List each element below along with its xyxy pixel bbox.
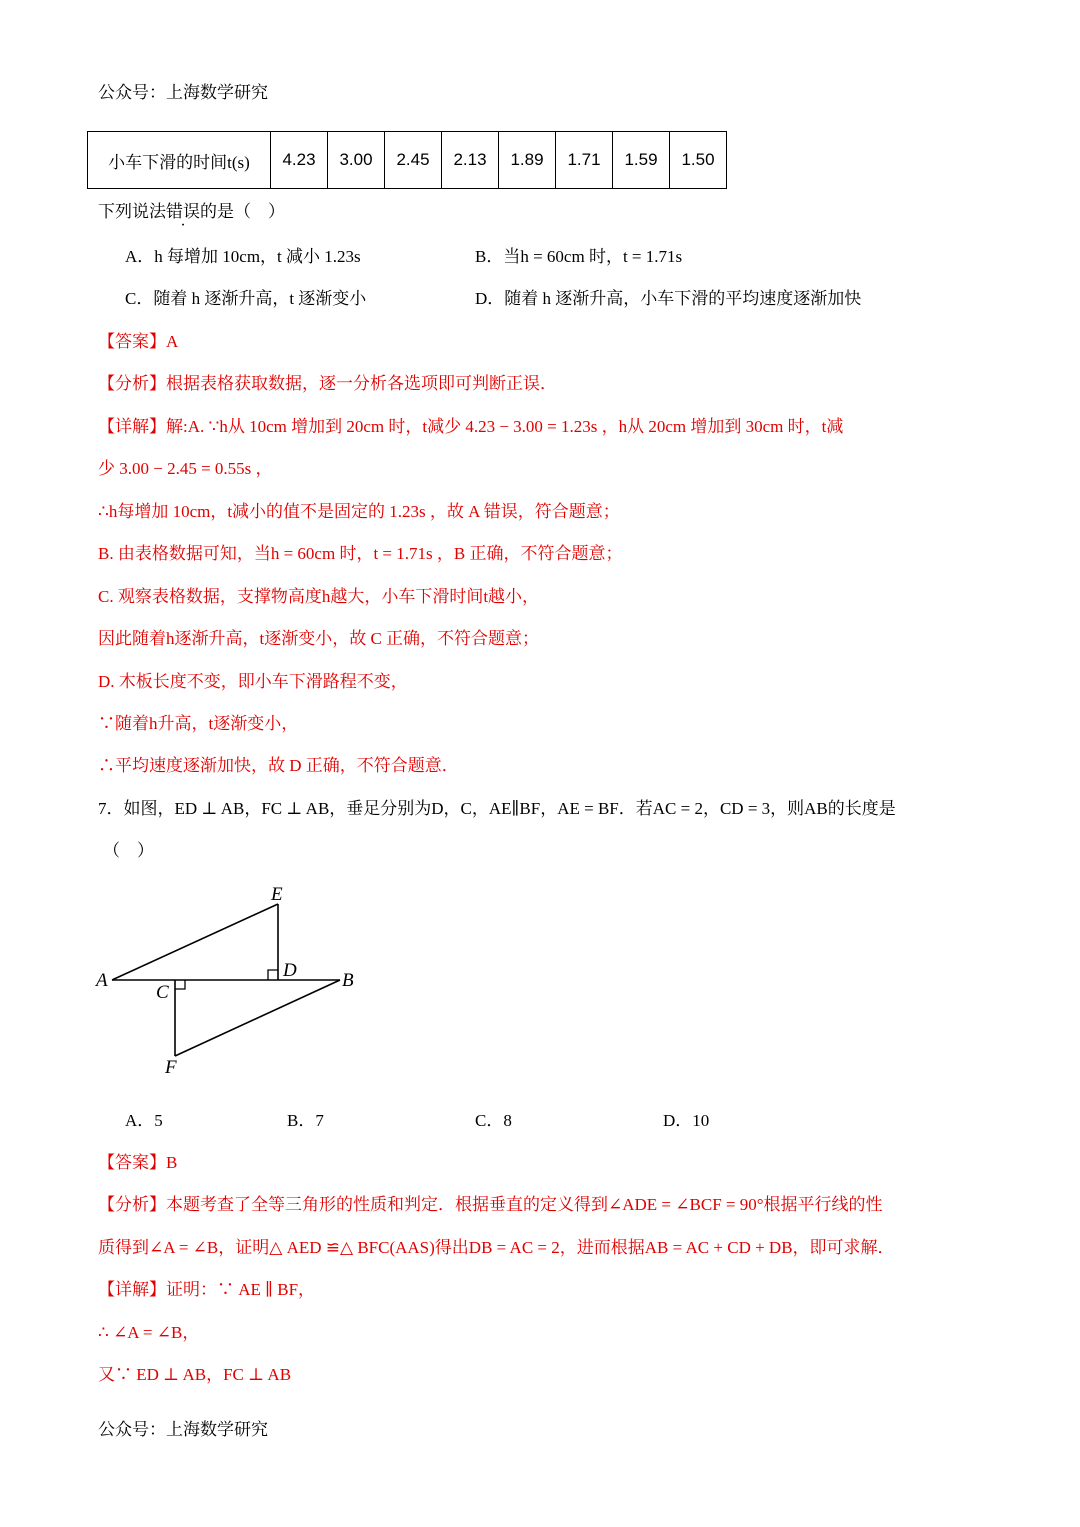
table-cell: 2.13 [442, 132, 499, 189]
table-cell: 3.00 [328, 132, 385, 189]
data-table [87, 131, 727, 189]
detail-line: 少 3.00 − 2.45 = 0.55s ， [98, 459, 273, 478]
detail-line: 【详解】证明：∵ AE ∥ BF， [98, 1280, 316, 1299]
detail-line: 【详解】解:A. ∵h从 10cm 增加到 20cm 时，t减少 4.23 − 3.00 = 1.23s ，h从 20cm 增加到 30cm 时，t减 [98, 417, 844, 436]
point-label-a: A [96, 970, 108, 991]
option-d: D．随着 h 逐渐升高，小车下滑的平均速度逐渐加快 [475, 289, 862, 308]
geometry-figure [90, 875, 370, 1085]
table-cell: 1.59 [613, 132, 670, 189]
detail-line: B. 由表格数据可知，当h = 60cm 时，t = 1.71s ，B 正确，不符合题意； [98, 544, 623, 563]
analysis-text: 质得到∠A = ∠B，证明△ AED ≌△ BFC(AAS)得出DB = AC = 2，进而根据AB = AC + CD + DB，即可求解． [98, 1238, 895, 1257]
detail-line: ∴平均速度逐渐加快，故 D 正确，不符合题意． [98, 756, 459, 775]
option-c: C．8 [475, 1111, 512, 1130]
answer-label: 【答案】B [98, 1153, 178, 1172]
table-cell: 2.45 [385, 132, 442, 189]
option-d: D．10 [663, 1111, 710, 1130]
point-label-f: F [165, 1057, 177, 1078]
right-angle-mark-c [175, 980, 185, 989]
option-c: C．随着 h 逐渐升高，t 逐渐变小 [125, 289, 367, 308]
table-cell: 1.50 [670, 132, 727, 189]
analysis-text: 【分析】本题考查了全等三角形的性质和判定．根据垂直的定义得到∠ADE = ∠BCF = 90°根据平行线的性 [98, 1195, 883, 1214]
answer-label: 【答案】A [98, 332, 179, 351]
detail-line: ∴ ∠A = ∠B， [98, 1323, 200, 1342]
point-label-e: E [271, 884, 283, 905]
right-angle-mark-d [268, 970, 278, 980]
option-a: A．h 每增加 10cm，t 减小 1.23s [125, 247, 361, 266]
option-b: B．当h = 60cm 时，t = 1.71s [475, 247, 683, 266]
page-footer: 公众号：上海数学研究 [98, 1420, 268, 1439]
prompt-text: 的是（ ） [200, 202, 285, 221]
point-label-c: C [156, 982, 169, 1003]
option-b: B．7 [287, 1111, 324, 1130]
point-label-b: B [342, 970, 354, 991]
point-label-d: D [283, 960, 297, 981]
table-cell: 4.23 [271, 132, 328, 189]
detail-line: ∵随着h升高，t逐渐变小， [98, 714, 299, 733]
table-cell: 1.71 [556, 132, 613, 189]
table-header-cell: 小车下滑的时间t(s) [88, 132, 271, 189]
detail-line: 又∵ ED ⊥ AB，FC ⊥ AB [98, 1365, 292, 1384]
segment-ae [112, 904, 278, 980]
prompt-emphasis: 错误 [166, 202, 200, 221]
option-a: A．5 [125, 1111, 163, 1130]
page-header: 公众号：上海数学研究 [98, 83, 268, 102]
detail-line: 因此随着h逐渐升高，t逐渐变小，故 C 正确，不符合题意； [98, 629, 540, 648]
segment-bf [175, 980, 340, 1056]
detail-line: C. 观察表格数据，支撑物高度h越大，小车下滑时间t越小， [98, 587, 540, 606]
table-row [88, 132, 727, 189]
question-stem: （ ） [103, 841, 154, 860]
prompt-text: 下列说法 [98, 202, 166, 221]
question-stem: 7．如图，ED ⊥ AB，FC ⊥ AB，垂足分别为D，C，AE∥BF，AE = BF．若AC = 2，CD = 3，则AB的长度是 [98, 799, 896, 818]
table-cell: 1.89 [499, 132, 556, 189]
detail-line: D. 木板长度不变，即小车下滑路程不变， [98, 672, 408, 691]
question-prompt [98, 197, 285, 222]
detail-line: ∴h每增加 10cm，t减小的值不是固定的 1.23s ，故 A 错误，符合题意； [98, 502, 620, 521]
analysis-text: 【分析】根据表格获取数据，逐一分析各选项即可判断正误． [98, 374, 557, 393]
